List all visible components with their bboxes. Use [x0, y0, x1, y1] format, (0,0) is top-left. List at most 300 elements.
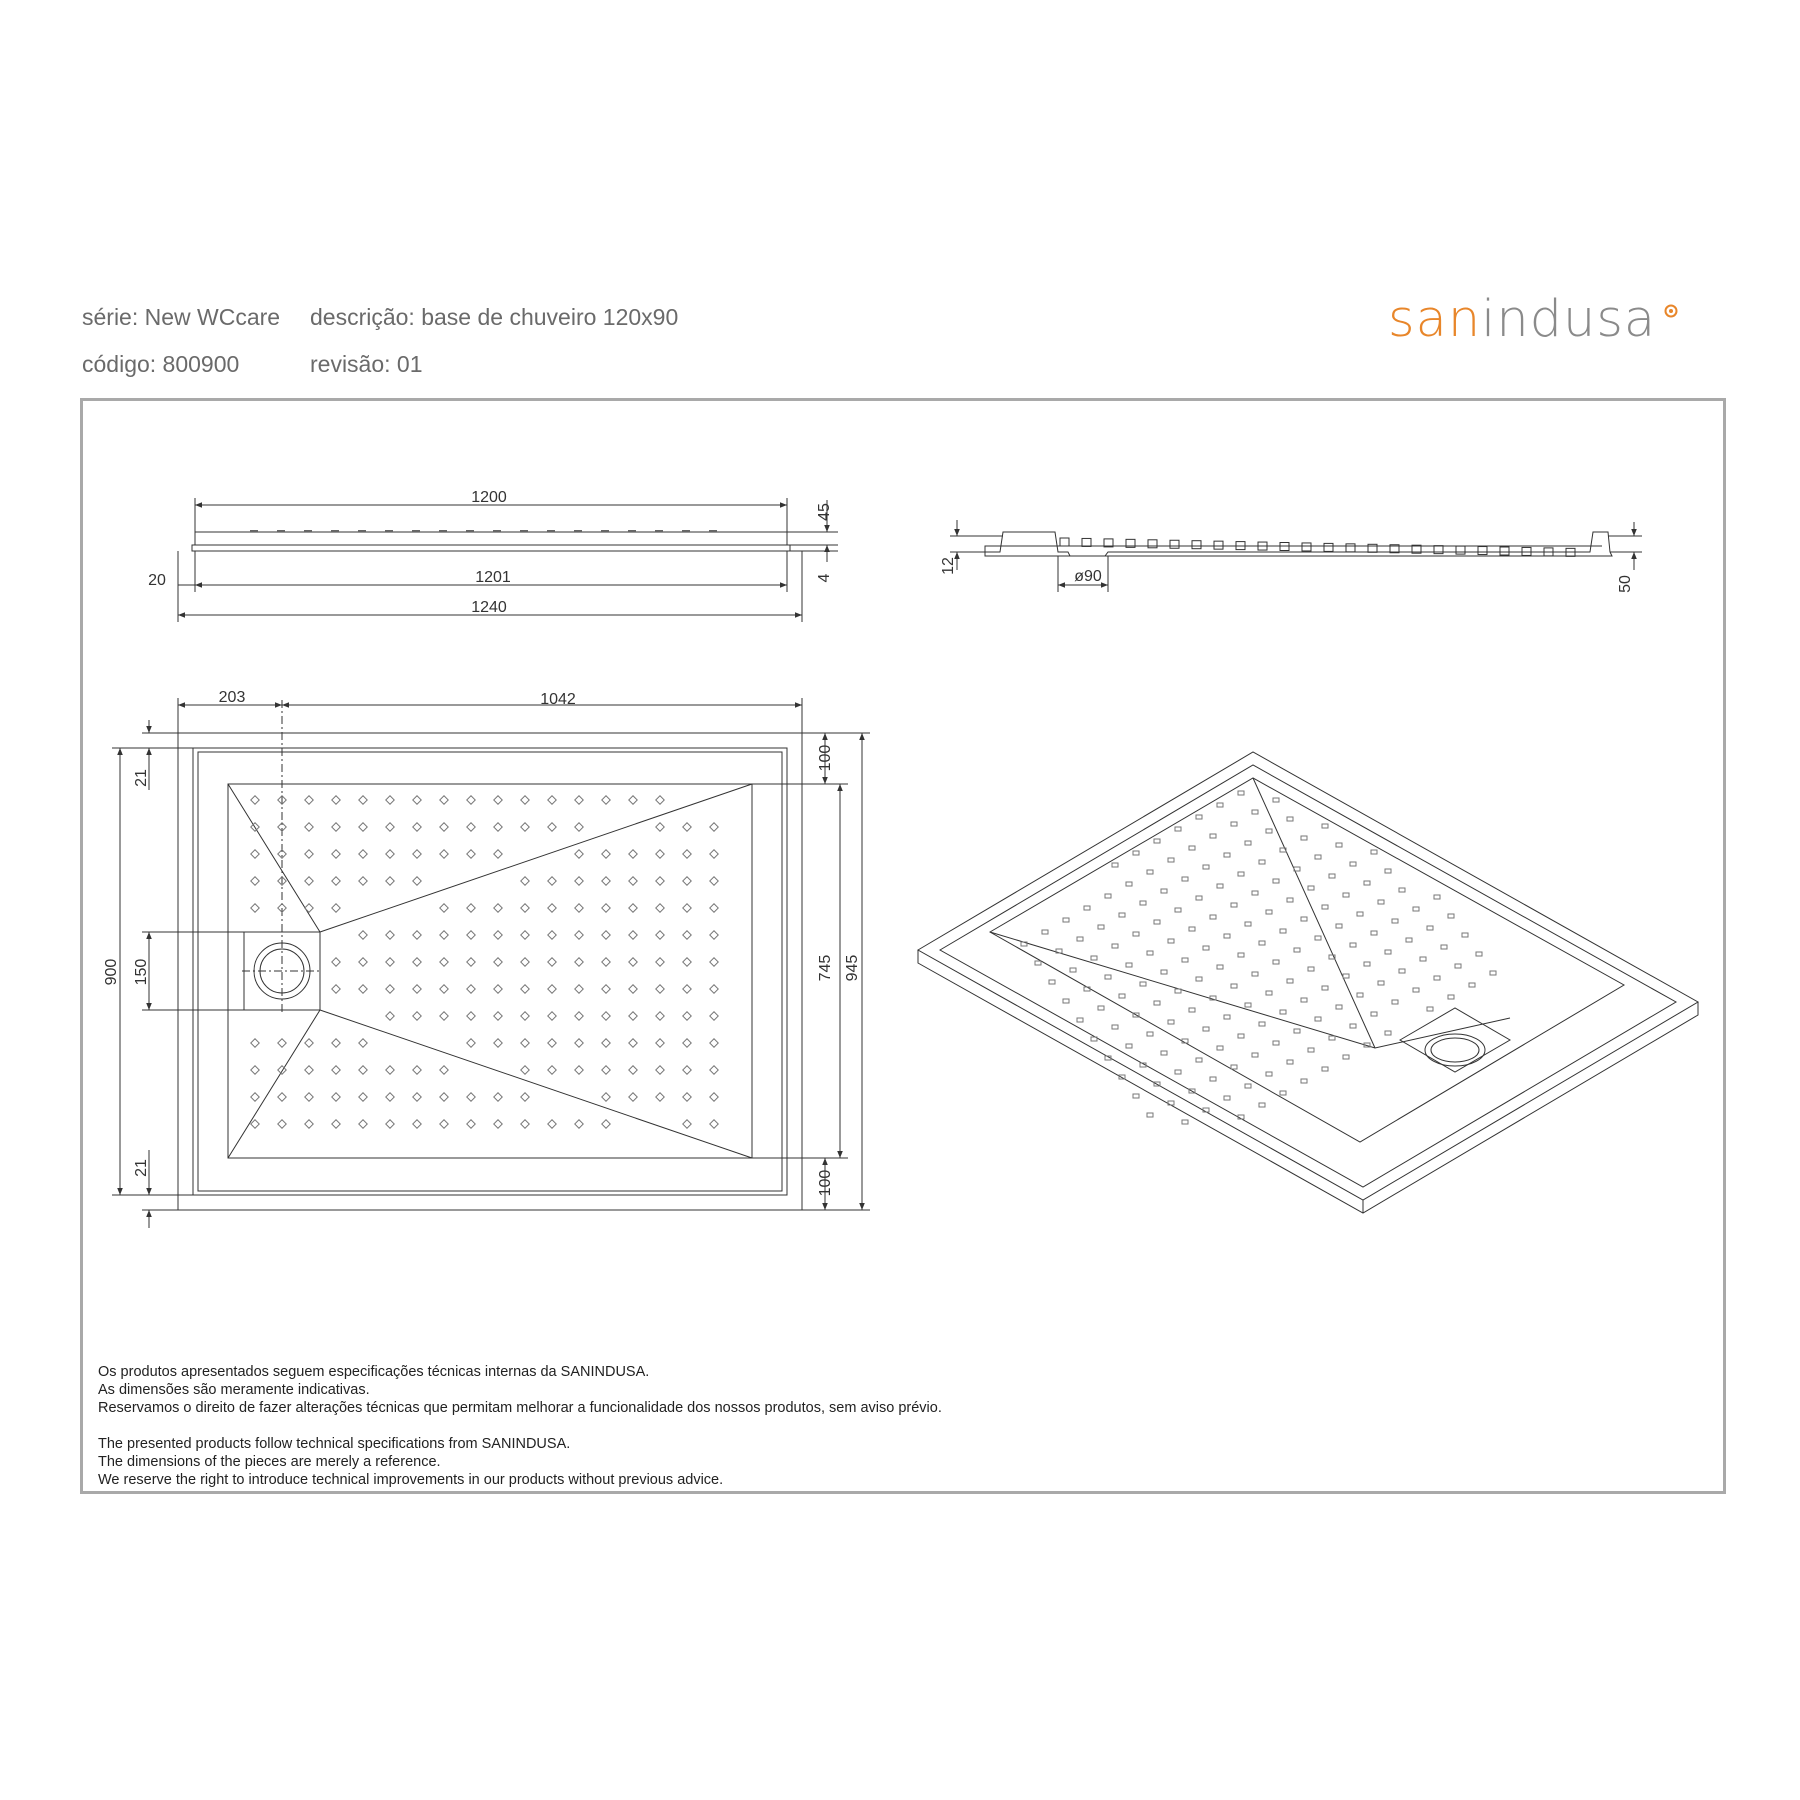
plan-bump [521, 958, 529, 966]
plan-bump [332, 877, 340, 885]
plan-bump [251, 1093, 259, 1101]
section-bump [1522, 547, 1531, 555]
iso-bump [1042, 930, 1048, 934]
dimension-12 [950, 520, 1003, 570]
plan-bump [521, 904, 529, 912]
plan-bump [413, 1120, 421, 1128]
plan-bump [575, 1039, 583, 1047]
plan-bump [656, 1066, 664, 1074]
iso-bump [1350, 1024, 1356, 1028]
iso-bump [1301, 1079, 1307, 1083]
iso-bump [1378, 900, 1384, 904]
dim-label-1042: 1042 [540, 691, 576, 708]
dim-label-50: 50 [1617, 575, 1634, 593]
iso-bump [1420, 957, 1426, 961]
iso-bump [1063, 918, 1069, 922]
plan-bump [440, 1012, 448, 1020]
plan-bump [629, 1012, 637, 1020]
iso-bump [1378, 981, 1384, 985]
serie-label: série: New WCcare [82, 304, 281, 330]
surface-bump [655, 530, 663, 532]
dim-label-100-bottom: 100 [817, 1169, 834, 1197]
dim-label-203: 203 [218, 689, 246, 706]
plan-bump [359, 796, 367, 804]
iso-bump [1322, 986, 1328, 990]
surface-bump [304, 530, 312, 532]
plan-bump [278, 1039, 286, 1047]
plan-bump [359, 1120, 367, 1128]
plan-bump [494, 1120, 502, 1128]
iso-bump [1224, 934, 1230, 938]
iso-bump [1231, 984, 1237, 988]
plan-bump [251, 877, 259, 885]
plan-bump [494, 1012, 502, 1020]
plan-bump [467, 904, 475, 912]
plan-bump [440, 958, 448, 966]
iso-bump [1231, 822, 1237, 826]
plan-bump [467, 1093, 475, 1101]
logo-san: san [1388, 290, 1482, 349]
iso-bump [1490, 971, 1496, 975]
plan-bump [413, 1066, 421, 1074]
plan-bump [386, 985, 394, 993]
iso-bump [1189, 1008, 1195, 1012]
iso-bump [1098, 925, 1104, 929]
iso-bump [1161, 1051, 1167, 1055]
iso-bump [1238, 872, 1244, 876]
plan-bump [683, 1066, 691, 1074]
dim-label-945: 945 [844, 954, 861, 982]
surface-bump [412, 530, 420, 532]
iso-bump [1385, 869, 1391, 873]
surface-bump [574, 530, 582, 532]
plan-bump [386, 877, 394, 885]
plan-bump [305, 796, 313, 804]
plan-bump [467, 1120, 475, 1128]
plan-bump [683, 958, 691, 966]
plan-bump [386, 1120, 394, 1128]
plan-bump [494, 796, 502, 804]
plan-bump [575, 904, 583, 912]
plan-bump [467, 850, 475, 858]
iso-bump [1245, 1003, 1251, 1007]
iso-bump [1203, 1027, 1209, 1031]
iso-bump [1280, 929, 1286, 933]
iso-bump [1273, 798, 1279, 802]
iso-bump [1462, 933, 1468, 937]
plan-bump [710, 985, 718, 993]
plan-bump [656, 1039, 664, 1047]
plan-bump [467, 958, 475, 966]
plan-bump [413, 1012, 421, 1020]
iso-bump [1049, 980, 1055, 984]
plan-bump [575, 985, 583, 993]
plan-bump [251, 904, 259, 912]
isometric-view [918, 752, 1698, 1213]
iso-bump [1343, 1055, 1349, 1059]
dimension-50 [1608, 522, 1642, 570]
section-view [950, 520, 1642, 592]
plan-bump [710, 850, 718, 858]
plan-bump [602, 796, 610, 804]
plan-bump [305, 1039, 313, 1047]
iso-bump [1217, 803, 1223, 807]
iso-bump [1168, 1020, 1174, 1024]
plan-bump [440, 823, 448, 831]
iso-bump [1329, 1036, 1335, 1040]
dim-label-4: 4 [816, 573, 833, 583]
iso-bump [1182, 958, 1188, 962]
plan-bump [710, 1093, 718, 1101]
plan-bump [629, 1093, 637, 1101]
iso-bump [1196, 896, 1202, 900]
iso-bump [1245, 922, 1251, 926]
iso-bump [1140, 982, 1146, 986]
plan-bump [251, 796, 259, 804]
iso-bump [1322, 1067, 1328, 1071]
iso-bump [1441, 945, 1447, 949]
plan-bump [251, 1039, 259, 1047]
plan-bump [467, 1039, 475, 1047]
iso-bump [1301, 917, 1307, 921]
surface-bump [277, 530, 285, 532]
dim-label-150: 150 [133, 958, 150, 986]
plan-bump [332, 904, 340, 912]
iso-bump [1210, 1077, 1216, 1081]
iso-bump [1154, 920, 1160, 924]
iso-bump [1287, 979, 1293, 983]
plan-bump [305, 1093, 313, 1101]
plan-bump [602, 904, 610, 912]
plan-bump [575, 1012, 583, 1020]
iso-bump [1252, 891, 1258, 895]
plan-bump [440, 1120, 448, 1128]
dim-label-1201: 1201 [475, 569, 511, 586]
plan-bump [359, 958, 367, 966]
iso-bump [1343, 974, 1349, 978]
iso-bump [1070, 968, 1076, 972]
iso-bump [1413, 907, 1419, 911]
plan-bump [332, 796, 340, 804]
iso-bump [1231, 1065, 1237, 1069]
iso-bump [1392, 1000, 1398, 1004]
plan-bump [332, 1120, 340, 1128]
iso-bump [1203, 946, 1209, 950]
plan-bump [656, 877, 664, 885]
iso-bump [1105, 894, 1111, 898]
iso-bump [1217, 965, 1223, 969]
plan-bump [575, 1066, 583, 1074]
plan-bump [386, 958, 394, 966]
note-pt-1: Os produtos apresentados seguem especificações técnicas internas da SANINDUSA. [98, 1364, 650, 1380]
dim-label-45: 45 [816, 503, 833, 521]
plan-bump [413, 1093, 421, 1101]
plan-bump [413, 931, 421, 939]
iso-bump [1245, 1084, 1251, 1088]
iso-bump [1427, 1007, 1433, 1011]
plan-bump [251, 1120, 259, 1128]
plan-bump [548, 1066, 556, 1074]
iso-bump [1238, 791, 1244, 795]
plan-bump [359, 823, 367, 831]
iso-bump [1406, 938, 1412, 942]
plan-bump [440, 985, 448, 993]
iso-bump [1161, 970, 1167, 974]
iso-bump [1448, 995, 1454, 999]
iso-bump [1154, 1001, 1160, 1005]
plan-bump [359, 1093, 367, 1101]
iso-bump [1266, 1072, 1272, 1076]
iso-bump [1476, 952, 1482, 956]
plan-bump [629, 1039, 637, 1047]
plan-bump [332, 850, 340, 858]
plan-bump [494, 823, 502, 831]
plan-bump [683, 985, 691, 993]
iso-bump [1252, 972, 1258, 976]
plan-bump [602, 1120, 610, 1128]
plan-bump [413, 850, 421, 858]
plan-bump [710, 1012, 718, 1020]
plan-bump [251, 850, 259, 858]
plan-bump [521, 1012, 529, 1020]
surface-bump [520, 530, 528, 532]
plan-bump [386, 850, 394, 858]
surface-bump [358, 530, 366, 532]
note-en-2: The dimensions of the pieces are merely a reference. [98, 1454, 441, 1470]
iso-bump [1224, 1015, 1230, 1019]
iso-bump [1196, 815, 1202, 819]
plan-bump [602, 985, 610, 993]
iso-bump [1350, 943, 1356, 947]
iso-bump [1357, 912, 1363, 916]
plan-bump [629, 877, 637, 885]
iso-bump [1322, 905, 1328, 909]
iso-bump [1175, 1070, 1181, 1074]
iso-bump [1308, 886, 1314, 890]
iso-bump [1259, 941, 1265, 945]
plan-bump [332, 985, 340, 993]
iso-bump [1147, 870, 1153, 874]
plan-bump [305, 823, 313, 831]
plan-bump [521, 985, 529, 993]
plan-bump [629, 931, 637, 939]
plan-bump [359, 850, 367, 858]
dim-label-d90: ø90 [1074, 568, 1102, 585]
iso-bump [1399, 969, 1405, 973]
plan-bump [413, 958, 421, 966]
plan-bump [683, 823, 691, 831]
plan-bump [602, 958, 610, 966]
iso-bump [1413, 988, 1419, 992]
iso-bump [1350, 862, 1356, 866]
plan-bump [575, 796, 583, 804]
codigo-label: código: 800900 [82, 351, 240, 377]
plan-bump [629, 1066, 637, 1074]
plan-bumps [251, 796, 718, 1128]
iso-bump [1084, 906, 1090, 910]
plan-bump [467, 823, 475, 831]
plan-bump [413, 877, 421, 885]
plan-bump [548, 985, 556, 993]
plan-bump [359, 877, 367, 885]
plan-bump [440, 931, 448, 939]
section-bump [1478, 547, 1487, 555]
iso-bump [1322, 824, 1328, 828]
iso-bump [1210, 915, 1216, 919]
plan-bump [521, 823, 529, 831]
iso-bump [1252, 1053, 1258, 1057]
iso-bump [1259, 860, 1265, 864]
iso-bump [1063, 999, 1069, 1003]
iso-bump [1168, 858, 1174, 862]
iso-bump [1371, 1012, 1377, 1016]
surface-bump [250, 530, 258, 532]
plan-bump [305, 904, 313, 912]
plan-bump [602, 1012, 610, 1020]
plan-bump [305, 1066, 313, 1074]
iso-bump [1399, 888, 1405, 892]
plan-bump [359, 1039, 367, 1047]
plan-bump [710, 931, 718, 939]
iso-bump [1112, 944, 1118, 948]
dim-label-21-bottom: 21 [133, 1159, 150, 1177]
plan-bump [359, 1066, 367, 1074]
iso-bump [1119, 994, 1125, 998]
plan-bump [683, 904, 691, 912]
plan-bump [602, 1039, 610, 1047]
plan-bump [494, 958, 502, 966]
iso-bump [1448, 914, 1454, 918]
iso-bump [1238, 953, 1244, 957]
iso-bump [1357, 993, 1363, 997]
surface-bump [709, 530, 717, 532]
plan-bump [548, 1012, 556, 1020]
plan-bump [305, 1120, 313, 1128]
plan-bump [602, 931, 610, 939]
plan-bump [413, 985, 421, 993]
iso-bump [1266, 991, 1272, 995]
plan-bump [575, 877, 583, 885]
iso-bump [1091, 956, 1097, 960]
dim-label-1240: 1240 [471, 599, 507, 616]
plan-bump [521, 1093, 529, 1101]
iso-bump [1469, 983, 1475, 987]
plan-bump [467, 931, 475, 939]
plan-view [112, 698, 870, 1228]
section-bump [1170, 540, 1179, 548]
dim-label-745: 745 [817, 954, 834, 982]
plan-bump [386, 823, 394, 831]
surface-bump [601, 530, 609, 532]
plan-bump [386, 1012, 394, 1020]
surface-bump [466, 530, 474, 532]
iso-bump [1280, 1091, 1286, 1095]
iso-bump [1294, 948, 1300, 952]
plan-bump [359, 985, 367, 993]
plan-bump [548, 796, 556, 804]
plan-bump [521, 1039, 529, 1047]
plan-bump [440, 850, 448, 858]
iso-bump [1301, 836, 1307, 840]
plan-bump [521, 1066, 529, 1074]
iso-bump [1161, 889, 1167, 893]
plan-bump [521, 796, 529, 804]
surface-bump [628, 530, 636, 532]
iso-bump [1259, 1022, 1265, 1026]
iso-bump [1392, 919, 1398, 923]
plan-bump [251, 1066, 259, 1074]
iso-bump [1077, 937, 1083, 941]
plan-bump [602, 850, 610, 858]
plan-bump [413, 823, 421, 831]
dim-label-1200: 1200 [471, 489, 507, 506]
plan-bump [440, 796, 448, 804]
plan-bump [494, 1093, 502, 1101]
plan-bump [710, 823, 718, 831]
iso-bump [1273, 1041, 1279, 1045]
iso-bump [1308, 967, 1314, 971]
plan-bump [710, 1066, 718, 1074]
plan-bump [710, 958, 718, 966]
dim-label-21-top: 21 [133, 769, 150, 787]
iso-bump [1385, 1031, 1391, 1035]
plan-bump [629, 904, 637, 912]
iso-bump [1371, 850, 1377, 854]
plan-bump [305, 850, 313, 858]
iso-bump [1175, 827, 1181, 831]
iso-bump [1273, 879, 1279, 883]
iso-bump [1217, 884, 1223, 888]
iso-bump [1308, 1048, 1314, 1052]
plan-bump [386, 796, 394, 804]
iso-bump [1203, 865, 1209, 869]
section-bump [1500, 547, 1509, 555]
plan-bump [656, 796, 664, 804]
descricao-label: descrição: base de chuveiro 120x90 [310, 304, 679, 330]
plan-bump [332, 958, 340, 966]
plan-bump [710, 1039, 718, 1047]
plan-bump [710, 1120, 718, 1128]
iso-bump [1315, 936, 1321, 940]
plan-bump [548, 1039, 556, 1047]
plan-bump [332, 1039, 340, 1047]
iso-bump [1105, 975, 1111, 979]
plan-bump [278, 1120, 286, 1128]
plan-bump [548, 931, 556, 939]
iso-bump [1385, 950, 1391, 954]
dimension-900 [112, 748, 193, 1195]
iso-bump [1434, 895, 1440, 899]
surface-bump [547, 530, 555, 532]
plan-bump [386, 1066, 394, 1074]
iso-bump [1336, 1005, 1342, 1009]
iso-bump [1343, 893, 1349, 897]
iso-bump [1133, 932, 1139, 936]
iso-bump [1210, 834, 1216, 838]
plan-bump [332, 1093, 340, 1101]
iso-bump [1126, 963, 1132, 967]
iso-bump [1455, 964, 1461, 968]
note-pt-3: Reservamos o direito de fazer alterações técnicas que permitam melhorar a funcionalidade dos nossos produtos, sem aviso prévio. [98, 1400, 942, 1416]
plan-bump [629, 796, 637, 804]
iso-bump [1266, 910, 1272, 914]
iso-bump [1287, 1060, 1293, 1064]
iso-bump [1266, 829, 1272, 833]
plan-bump [656, 1012, 664, 1020]
plan-bump [656, 931, 664, 939]
plan-bump [494, 850, 502, 858]
iso-bump [1147, 1113, 1153, 1117]
